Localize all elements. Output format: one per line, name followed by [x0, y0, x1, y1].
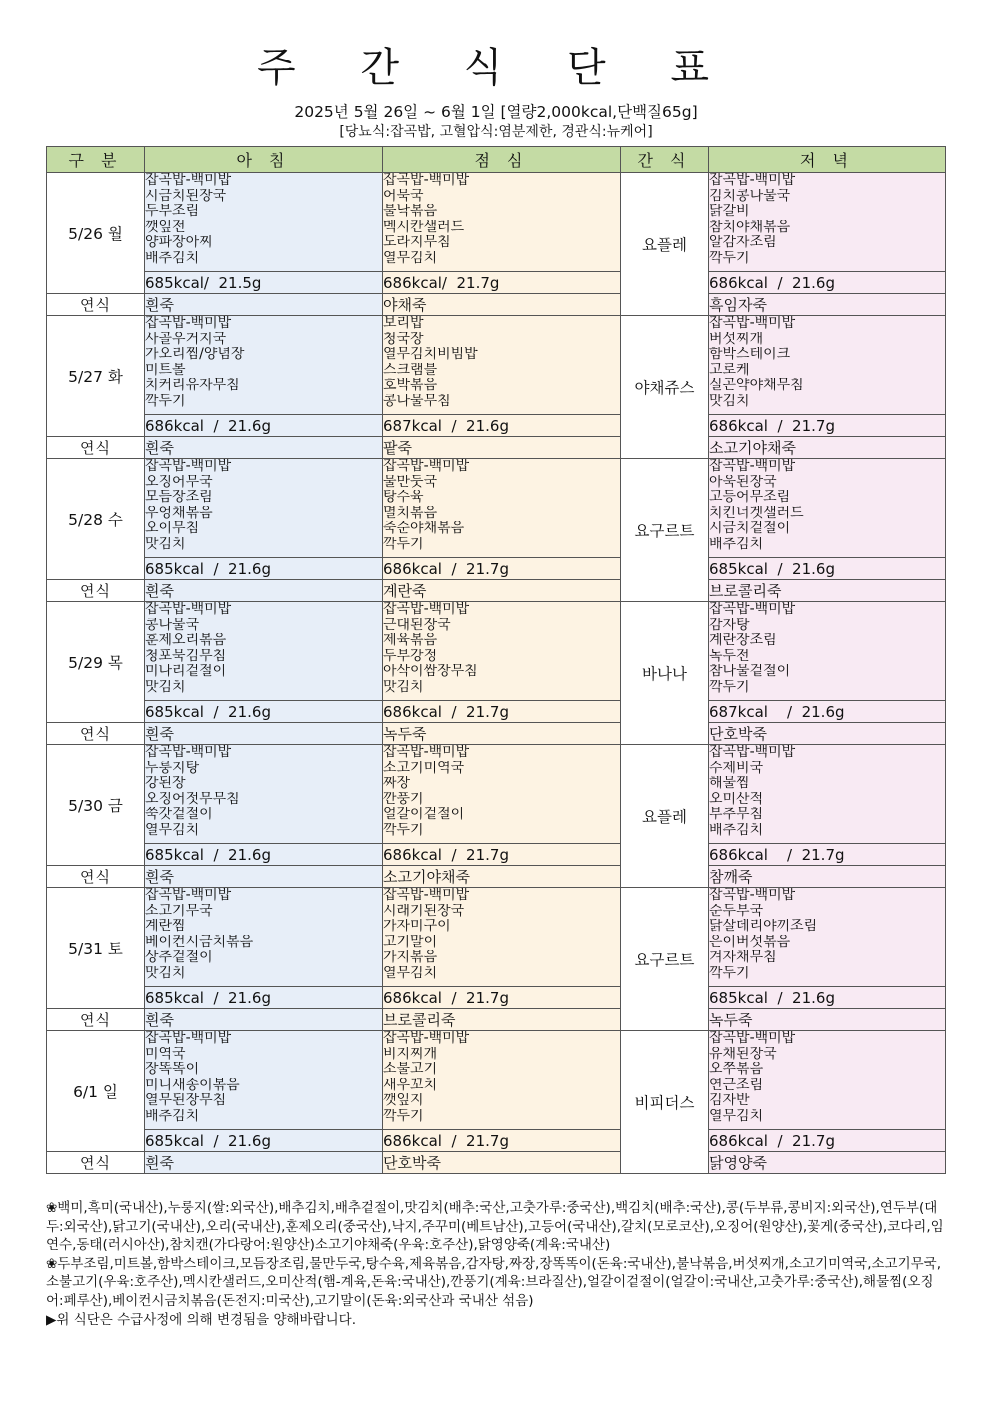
- menu-item: 소고기미역국: [383, 760, 465, 776]
- menu-item: 강된장: [145, 776, 186, 792]
- dinner-items: [709, 602, 946, 701]
- menu-item: 근대된장국: [383, 617, 451, 633]
- menu-item: 두부강정: [383, 648, 438, 664]
- menu-item: 계란장조림: [709, 633, 777, 649]
- menu-item: 미트볼: [145, 362, 186, 378]
- weekly-menu-table: [46, 146, 946, 1174]
- dinner-kcal: 685kcal / 21.6g: [709, 987, 946, 1009]
- table-header-row: [47, 147, 946, 173]
- dinner-porridge: 흑임자죽: [709, 294, 946, 316]
- day-row: [47, 602, 946, 701]
- menu-item: 고기말이: [383, 934, 438, 950]
- menu-item: 잡곡밥-백미밥: [709, 1031, 796, 1046]
- day-label: 5/26 월: [47, 173, 145, 294]
- breakfast-items: [145, 602, 383, 701]
- date-range-subtitle: 2025년 5월 26일 ~ 6월 1일 [열량2,000kcal,단백질65g]: [294, 103, 698, 121]
- lunch-porridge: 계란죽: [383, 580, 621, 602]
- day-row: [47, 888, 946, 987]
- snack-cell: 요플레: [621, 745, 709, 888]
- menu-item: 깍두기: [383, 536, 424, 552]
- porridge-row: [47, 723, 946, 745]
- dinner-items: [709, 745, 946, 844]
- menu-item: 멸치볶음: [383, 505, 438, 521]
- menu-item: 녹두전: [709, 648, 750, 664]
- breakfast-porridge: 흰죽: [145, 1152, 383, 1174]
- menu-item: 잡곡밥-백미밥: [145, 316, 232, 331]
- menu-item: 계란찜: [145, 919, 186, 935]
- day-label: 5/29 목: [47, 602, 145, 723]
- menu-item: 미니새송이볶음: [145, 1077, 240, 1093]
- menu-item: 깍두기: [383, 1108, 424, 1124]
- change-notice: ▶위 식단은 수급사정에 의해 변경됨을 양해바랍니다.: [46, 1311, 356, 1328]
- menu-item: 죽순야채볶음: [383, 521, 465, 537]
- snack-cell: 요구르트: [621, 888, 709, 1031]
- menu-item: 잡곡밥-백미밥: [383, 602, 470, 617]
- porridge-label: 연식: [47, 437, 145, 459]
- porridge-row: [47, 866, 946, 888]
- lunch-kcal: 686kcal / 21.7g: [383, 1130, 621, 1152]
- header-dinner: 저 녁: [709, 147, 946, 173]
- porridge-label: 연식: [47, 580, 145, 602]
- porridge-row: [47, 1009, 946, 1031]
- lunch-kcal: 686kcal / 21.7g: [383, 844, 621, 866]
- dinner-kcal: 686kcal / 21.7g: [709, 415, 946, 437]
- menu-item: 순두부국: [709, 903, 764, 919]
- menu-item: 참나물겉절이: [709, 664, 791, 680]
- day-label: 5/30 금: [47, 745, 145, 866]
- menu-item: 오이무침: [145, 521, 200, 537]
- menu-item: 제육볶음: [383, 633, 438, 649]
- menu-item: 깍두기: [709, 679, 750, 695]
- porridge-row: [47, 294, 946, 316]
- lunch-items: [383, 1031, 621, 1130]
- menu-item: 배추김치: [709, 536, 764, 552]
- day-label: 5/28 수: [47, 459, 145, 580]
- menu-item: 깍두기: [145, 393, 186, 409]
- menu-item: 새우꼬치: [383, 1077, 438, 1093]
- menu-item: 가지볶음: [383, 950, 438, 966]
- breakfast-kcal: 685kcal / 21.6g: [145, 844, 383, 866]
- menu-item: 수제비국: [709, 760, 764, 776]
- menu-item: 누룽지탕: [145, 760, 200, 776]
- origin-note-2: ❀두부조림,미트볼,함박스테이크,모듬장조림,물만두국,탕수육,제육볶음,감자탕,짜장,장똑똑이(돈육:국내산),불낙볶음,버섯찌개,소고기미역국,소고기무국,소불고기(우육:호주산),멕시칸샐러드,오미산적(햄-계육,돈육:국내산),깐풍기(계육:브라질산),얼갈이겉절이(얼갈이:국내산,고춧가루:중국산),해물찜(오징어:페루산),베이컨시금치볶음(돈전지:미국산),고기말이(돈육:외국산과 국내산 섞음): [46, 1255, 942, 1309]
- menu-item: 탕수육: [383, 490, 424, 506]
- menu-item: 두부조림: [145, 204, 200, 220]
- menu-item: 비지찌개: [383, 1046, 438, 1062]
- menu-item: 잡곡밥-백미밥: [383, 745, 470, 760]
- kcal-row: [47, 1130, 946, 1152]
- dinner-porridge: 참깨죽: [709, 866, 946, 888]
- lunch-porridge: 팥죽: [383, 437, 621, 459]
- lunch-items: [383, 888, 621, 987]
- menu-item: 아삭이쌈장무침: [383, 664, 478, 680]
- kcal-row: [47, 415, 946, 437]
- menu-item: 열무김치: [383, 965, 438, 981]
- dinner-porridge: 녹두죽: [709, 1009, 946, 1031]
- lunch-porridge: 녹두죽: [383, 723, 621, 745]
- menu-item: 깻잎전: [145, 219, 186, 235]
- lunch-kcal: 686kcal / 21.7g: [383, 558, 621, 580]
- menu-item: 스크램블: [383, 362, 438, 378]
- menu-item: 부추무침: [709, 807, 764, 823]
- menu-item: 열무김치: [709, 1108, 764, 1124]
- menu-item: 배추김치: [145, 250, 200, 266]
- porridge-label: 연식: [47, 1009, 145, 1031]
- menu-item: 쑥갓겉절이: [145, 807, 213, 823]
- menu-item: 사골우거지국: [145, 331, 227, 347]
- breakfast-items: [145, 459, 383, 558]
- header-gubun: 구 분: [47, 147, 145, 173]
- snack-cell: 야채쥬스: [621, 316, 709, 459]
- breakfast-kcal: 686kcal / 21.6g: [145, 415, 383, 437]
- breakfast-porridge: 흰죽: [145, 437, 383, 459]
- lunch-kcal: 686kcal/ 21.7g: [383, 272, 621, 294]
- header-breakfast: 아 침: [145, 147, 383, 173]
- menu-item: 짜장: [383, 776, 411, 792]
- day-row: [47, 459, 946, 558]
- lunch-porridge: 야채죽: [383, 294, 621, 316]
- day-row: [47, 745, 946, 844]
- header-lunch: 점 심: [383, 147, 621, 173]
- menu-item: 물만둣국: [383, 474, 438, 490]
- porridge-row: [47, 1152, 946, 1174]
- menu-item: 미역국: [145, 1046, 186, 1062]
- menu-item: 잡곡밥-백미밥: [709, 888, 796, 903]
- menu-item: 양파장아찌: [145, 235, 213, 251]
- menu-item: 김치콩나물국: [709, 188, 791, 204]
- menu-item: 김자반: [709, 1093, 750, 1109]
- menu-item: 겨자채무침: [709, 950, 777, 966]
- menu-item: 어묵국: [383, 188, 424, 204]
- dinner-porridge: 닭영양죽: [709, 1152, 946, 1174]
- breakfast-items: [145, 173, 383, 272]
- breakfast-items: [145, 1031, 383, 1130]
- breakfast-porridge: 흰죽: [145, 1009, 383, 1031]
- snack-cell: 바나나: [621, 602, 709, 745]
- menu-item: 시금치겉절이: [709, 521, 791, 537]
- menu-item: 베이컨시금치볶음: [145, 934, 254, 950]
- menu-item: 고로케: [709, 362, 750, 378]
- menu-item: 맛김치: [709, 393, 750, 409]
- menu-item: 가자미구이: [383, 919, 451, 935]
- menu-item: 잡곡밥-백미밥: [709, 316, 796, 331]
- menu-item: 잡곡밥-백미밥: [383, 459, 470, 474]
- breakfast-porridge: 흰죽: [145, 723, 383, 745]
- menu-item: 잡곡밥-백미밥: [145, 745, 232, 760]
- menu-item: 잡곡밥-백미밥: [709, 459, 796, 474]
- menu-item: 실곤약야채무침: [709, 378, 804, 394]
- menu-item: 콩나물무침: [383, 393, 451, 409]
- lunch-items: [383, 745, 621, 844]
- kcal-row: [47, 987, 946, 1009]
- breakfast-items: [145, 316, 383, 415]
- menu-item: 맛김치: [145, 536, 186, 552]
- porridge-label: 연식: [47, 866, 145, 888]
- lunch-items: [383, 602, 621, 701]
- porridge-row: [47, 437, 946, 459]
- menu-item: 청국장: [383, 331, 424, 347]
- kcal-row: [47, 558, 946, 580]
- day-label: 5/31 토: [47, 888, 145, 1009]
- origin-note-1: ❀백미,흑미(국내산),누룽지(쌀:외국산),배추김치,배추겉절이,맛김치(배추:국산,고춧가루:중국산),백김치(배추:국산),콩(두부류,콩비지:외국산),연두부(대두:외국산),닭고기(국내산),오리(국내산),훈제오리(중국산),낙지,주꾸미(베트남산),고등어(국내산),갈치(모로코산),오징어(원양산),꽃게(중국산),코다리,임연수,동태(러시아산),참치캔(가다랑어:원양산)소고기야채죽(우육:호주산),닭영양죽(계육:국내산): [46, 1200, 944, 1254]
- dinner-items: [709, 173, 946, 272]
- diet-type-subtitle: [당뇨식:잡곡밥, 고혈압식:염분제한, 경관식:뉴케어]: [339, 124, 653, 140]
- menu-item: 잡곡밥-백미밥: [145, 459, 232, 474]
- menu-item: 함박스테이크: [709, 347, 791, 363]
- menu-item: 참치야채볶음: [709, 219, 791, 235]
- porridge-label: 연식: [47, 1152, 145, 1174]
- breakfast-kcal: 685kcal / 21.6g: [145, 701, 383, 723]
- porridge-label: 연식: [47, 723, 145, 745]
- menu-item: 잡곡밥-백미밥: [145, 173, 232, 188]
- dinner-items: [709, 459, 946, 558]
- menu-item: 깍두기: [383, 822, 424, 838]
- breakfast-kcal: 685kcal / 21.6g: [145, 987, 383, 1009]
- menu-item: 우엉채볶음: [145, 505, 213, 521]
- day-row: [47, 316, 946, 415]
- menu-item: 배추김치: [709, 822, 764, 838]
- dinner-kcal: 687kcal / 21.6g: [709, 701, 946, 723]
- dinner-kcal: 686kcal / 21.7g: [709, 1130, 946, 1152]
- menu-item: 치킨너겟샐러드: [709, 505, 804, 521]
- kcal-row: [47, 272, 946, 294]
- menu-item: 깐풍기: [383, 791, 424, 807]
- menu-item: 소불고기: [383, 1062, 438, 1078]
- snack-cell: 요플레: [621, 173, 709, 316]
- dinner-kcal: 686kcal / 21.7g: [709, 844, 946, 866]
- breakfast-items: [145, 888, 383, 987]
- menu-item: 열무김치비빔밥: [383, 347, 478, 363]
- menu-item: 맛김치: [145, 965, 186, 981]
- header-snack: 간 식: [621, 147, 709, 173]
- footnotes: [46, 1199, 951, 1329]
- breakfast-porridge: 흰죽: [145, 580, 383, 602]
- lunch-porridge: 단호박죽: [383, 1152, 621, 1174]
- dinner-kcal: 685kcal / 21.6g: [709, 558, 946, 580]
- snack-cell: 요구르트: [621, 459, 709, 602]
- menu-item: 잡곡밥-백미밥: [709, 602, 796, 617]
- menu-item: 고등어무조림: [709, 490, 791, 506]
- menu-item: 청포묵김무침: [145, 648, 227, 664]
- menu-item: 호박볶음: [383, 378, 438, 394]
- menu-item: 닭갈비: [709, 204, 750, 220]
- lunch-items: [383, 173, 621, 272]
- kcal-row: [47, 844, 946, 866]
- menu-item: 불낙볶음: [383, 204, 438, 220]
- dinner-items: [709, 316, 946, 415]
- breakfast-porridge: 흰죽: [145, 866, 383, 888]
- menu-item: 깍두기: [709, 250, 750, 266]
- menu-item: 닭살데리야끼조림: [709, 919, 818, 935]
- menu-item: 오쭈볶음: [709, 1062, 764, 1078]
- menu-item: 가오리찜/양념장: [145, 347, 245, 363]
- menu-item: 시금치된장국: [145, 188, 227, 204]
- menu-item: 잡곡밥-백미밥: [709, 745, 796, 760]
- breakfast-porridge: 흰죽: [145, 294, 383, 316]
- breakfast-items: [145, 745, 383, 844]
- lunch-kcal: 687kcal / 21.6g: [383, 415, 621, 437]
- menu-item: 은이버섯볶음: [709, 934, 791, 950]
- day-row: [47, 173, 946, 272]
- menu-item: 연근조림: [709, 1077, 764, 1093]
- lunch-kcal: 686kcal / 21.7g: [383, 701, 621, 723]
- menu-item: 미나리겉절이: [145, 664, 227, 680]
- lunch-porridge: 소고기야채죽: [383, 866, 621, 888]
- menu-item: 감자탕: [709, 617, 750, 633]
- dinner-porridge: 소고기야채죽: [709, 437, 946, 459]
- menu-item: 장똑똑이: [145, 1062, 200, 1078]
- dinner-items: [709, 1031, 946, 1130]
- menu-item: 오징어무국: [145, 474, 213, 490]
- menu-item: 오징어젓무무침: [145, 791, 240, 807]
- menu-item: 유채된장국: [709, 1046, 777, 1062]
- menu-item: 상추겉절이: [145, 950, 213, 966]
- menu-item: 열무김치: [145, 822, 200, 838]
- menu-item: 버섯찌개: [709, 331, 764, 347]
- lunch-items: [383, 316, 621, 415]
- menu-item: 모듬장조림: [145, 490, 213, 506]
- lunch-kcal: 686kcal / 21.7g: [383, 987, 621, 1009]
- menu-item: 도라지무침: [383, 235, 451, 251]
- menu-item: 보리밥: [383, 316, 424, 331]
- breakfast-kcal: 685kcal / 21.6g: [145, 1130, 383, 1152]
- menu-item: 멕시칸샐러드: [383, 219, 465, 235]
- menu-item: 깍두기: [709, 965, 750, 981]
- menu-item: 맛김치: [383, 679, 424, 695]
- menu-item: 잡곡밥-백미밥: [383, 1031, 470, 1046]
- dinner-porridge: 브로콜리죽: [709, 580, 946, 602]
- menu-item: 잡곡밥-백미밥: [145, 888, 232, 903]
- menu-item: 잡곡밥-백미밥: [709, 173, 796, 188]
- breakfast-kcal: 685kcal / 21.6g: [145, 558, 383, 580]
- day-label: 5/27 화: [47, 316, 145, 437]
- lunch-items: [383, 459, 621, 558]
- menu-item: 깻잎지: [383, 1093, 424, 1109]
- kcal-row: [47, 701, 946, 723]
- dinner-porridge: 단호박죽: [709, 723, 946, 745]
- menu-item: 시래기된장국: [383, 903, 465, 919]
- menu-item: 배추김치: [145, 1108, 200, 1124]
- dinner-items: [709, 888, 946, 987]
- menu-item: 아욱된장국: [709, 474, 777, 490]
- menu-item: 잡곡밥-백미밥: [383, 888, 470, 903]
- page-title: 주 간 식 단 표: [256, 45, 736, 91]
- menu-item: 오미산적: [709, 791, 764, 807]
- porridge-label: 연식: [47, 294, 145, 316]
- porridge-row: [47, 580, 946, 602]
- menu-item: 잡곡밥-백미밥: [383, 173, 470, 188]
- snack-cell: 비피더스: [621, 1031, 709, 1174]
- menu-item: 알감자조림: [709, 235, 777, 251]
- day-row: [47, 1031, 946, 1130]
- breakfast-kcal: 685kcal/ 21.5g: [145, 272, 383, 294]
- menu-item: 잡곡밥-백미밥: [145, 1031, 232, 1046]
- menu-item: 치커리유자무침: [145, 378, 240, 394]
- menu-item: 해물찜: [709, 776, 750, 792]
- menu-item: 소고기무국: [145, 903, 213, 919]
- menu-item: 얼갈이겉절이: [383, 807, 465, 823]
- menu-item: 콩나물국: [145, 617, 200, 633]
- menu-item: 맛김치: [145, 679, 186, 695]
- dinner-kcal: 686kcal / 21.6g: [709, 272, 946, 294]
- menu-item: 열무김치: [383, 250, 438, 266]
- menu-item: 열무된장무침: [145, 1093, 227, 1109]
- menu-item: 잡곡밥-백미밥: [145, 602, 232, 617]
- day-label: 6/1 일: [47, 1031, 145, 1152]
- lunch-porridge: 브로콜리죽: [383, 1009, 621, 1031]
- menu-item: 훈제오리볶음: [145, 633, 227, 649]
